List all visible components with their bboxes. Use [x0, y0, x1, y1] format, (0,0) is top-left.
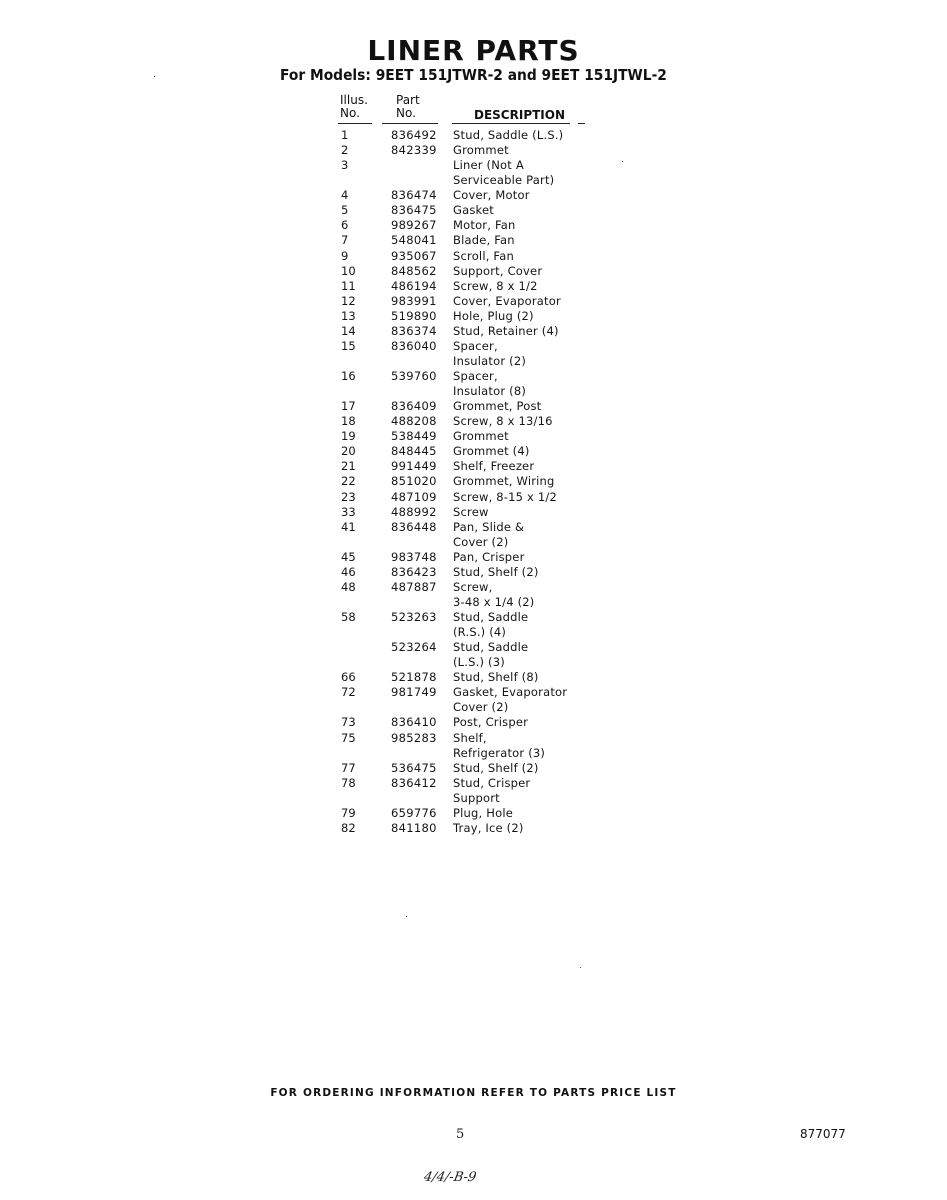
models-subtitle: For Models: 9EET 151JTWR-2 and 9EET 151JTWL-2 [280, 66, 667, 84]
table-row [0, 550, 947, 565]
part-description: Shelf, Freezer [453, 459, 535, 474]
table-row [0, 339, 947, 354]
part-description: Plug, Hole [453, 805, 513, 820]
illus-number: 10 [341, 263, 356, 278]
table-row [0, 309, 947, 324]
part-number: 836410 [391, 715, 437, 730]
table-row [0, 414, 947, 429]
column-header-part-line1: Part [396, 93, 420, 107]
part-number: 985283 [391, 730, 437, 745]
table-row [0, 685, 947, 700]
parts-table [0, 128, 947, 836]
column-header-description-label: DESCRIPTION [474, 108, 566, 122]
table-row [0, 369, 947, 384]
table-row [0, 188, 947, 203]
header-underline-tick [578, 123, 585, 124]
illus-number: 7 [341, 233, 349, 248]
part-number: 487887 [391, 579, 437, 594]
page-title: LINER PARTS [367, 34, 580, 67]
part-description: Insulator (2) [453, 353, 527, 368]
part-description: Support [453, 790, 500, 805]
scan-speck [622, 161, 623, 162]
illus-number: 48 [341, 579, 356, 594]
part-number: 842339 [391, 143, 437, 158]
part-number: 488208 [391, 414, 437, 429]
table-row [0, 595, 947, 610]
part-number: 836475 [391, 203, 437, 218]
table-row [0, 746, 947, 761]
scan-speck [406, 916, 407, 917]
part-description: Insulator (8) [453, 384, 527, 399]
illus-number: 77 [341, 760, 356, 775]
table-row [0, 444, 947, 459]
illus-number: 13 [341, 308, 356, 323]
part-number: 935067 [391, 248, 437, 263]
part-description: Cover, Motor [453, 188, 530, 203]
part-description: Stud, Shelf (2) [453, 760, 539, 775]
part-number: 851020 [391, 474, 437, 489]
table-row [0, 625, 947, 640]
part-number: 521878 [391, 670, 437, 685]
illus-number: 33 [341, 504, 356, 519]
illus-number: 75 [341, 730, 356, 745]
part-number: 836412 [391, 775, 437, 790]
column-header-illus-line2: No. [340, 106, 360, 120]
illus-number: 66 [341, 670, 356, 685]
part-description: Refrigerator (3) [453, 745, 546, 760]
illus-number: 15 [341, 338, 356, 353]
table-row [0, 655, 947, 670]
illus-number: 4 [341, 188, 349, 203]
handwritten-note: 4/4/-B-9 [422, 1170, 478, 1185]
column-header-description [474, 109, 565, 122]
part-description: Grommet [453, 143, 509, 158]
table-row [0, 173, 947, 188]
part-number: 536475 [391, 760, 437, 775]
table-row [0, 279, 947, 294]
part-description: Scroll, Fan [453, 248, 514, 263]
table-row [0, 821, 947, 836]
part-description: Stud, Shelf (2) [453, 564, 539, 579]
part-description: (L.S.) (3) [453, 655, 505, 670]
part-description: Screw, 8-15 x 1/2 [453, 489, 558, 504]
part-number: 841180 [391, 820, 437, 835]
part-number: 487109 [391, 489, 437, 504]
part-number: 848445 [391, 444, 437, 459]
part-description: Screw, 8 x 13/16 [453, 414, 553, 429]
part-number: 523263 [391, 610, 437, 624]
part-number: 539760 [391, 369, 437, 383]
illus-number: 22 [341, 474, 356, 489]
illus-number: 79 [341, 805, 356, 820]
part-description: Blade, Fan [453, 233, 515, 248]
table-row [0, 520, 947, 535]
illus-number: 5 [341, 203, 349, 218]
part-number: 836474 [391, 188, 437, 203]
part-description: Stud, Shelf (8) [453, 670, 539, 685]
part-description: Spacer, [453, 369, 498, 383]
part-description: Shelf, [453, 730, 487, 745]
part-number: 836492 [391, 128, 437, 142]
part-number: 523264 [391, 640, 437, 655]
part-description: Stud, Retainer (4) [453, 323, 559, 338]
illus-number: 58 [341, 610, 356, 624]
part-description: Grommet, Wiring [453, 474, 555, 489]
column-header-illus-no [340, 94, 368, 120]
part-number: 538449 [391, 429, 437, 444]
part-number: 989267 [391, 218, 437, 233]
illus-number: 1 [341, 128, 349, 142]
table-row [0, 324, 947, 339]
part-description: Stud, Saddle [453, 610, 529, 624]
part-description: Motor, Fan [453, 218, 516, 233]
part-description: Pan, Crisper [453, 549, 525, 564]
part-number: 519890 [391, 308, 437, 323]
part-description: Screw [453, 504, 489, 519]
illus-number: 72 [341, 685, 356, 700]
illus-number: 9 [341, 248, 349, 263]
illus-number: 19 [341, 429, 356, 444]
part-description: Grommet, Post [453, 399, 542, 414]
table-row [0, 505, 947, 520]
ordering-info-note: FOR ORDERING INFORMATION REFER TO PARTS PRICE LIST [270, 1087, 677, 1099]
part-number: 548041 [391, 233, 437, 248]
part-description: Pan, Slide & [453, 519, 525, 534]
part-description: Cover, Evaporator [453, 293, 561, 308]
column-header-part-line2: No. [396, 106, 416, 120]
part-number: 836448 [391, 519, 437, 534]
part-description: Spacer, [453, 338, 498, 353]
table-row [0, 354, 947, 369]
table-row [0, 490, 947, 505]
part-description: Support, Cover [453, 263, 543, 278]
document-number: 877077 [800, 1127, 846, 1141]
table-row [0, 731, 947, 746]
table-row [0, 399, 947, 414]
illus-number: 14 [341, 323, 356, 338]
table-row [0, 158, 947, 173]
table-row [0, 791, 947, 806]
illus-number: 23 [341, 489, 356, 504]
part-number: 848562 [391, 263, 437, 278]
table-row [0, 700, 947, 715]
scan-speck [154, 76, 155, 77]
table-row [0, 535, 947, 550]
part-description: Stud, Crisper [453, 775, 531, 790]
table-row [0, 761, 947, 776]
table-row [0, 249, 947, 264]
illus-number: 46 [341, 564, 356, 579]
header-underline-description [452, 123, 570, 124]
part-number: 836423 [391, 564, 437, 579]
illus-number: 6 [341, 218, 349, 233]
table-row [0, 715, 947, 730]
illus-number: 3 [341, 158, 349, 173]
table-row [0, 233, 947, 248]
part-description: Cover (2) [453, 534, 509, 549]
part-description: 3-48 x 1/4 (2) [453, 594, 535, 609]
illus-number: 20 [341, 444, 356, 459]
part-number: 991449 [391, 459, 437, 474]
part-description: Gasket, Evaporator [453, 685, 568, 700]
table-row [0, 264, 947, 279]
illus-number: 11 [341, 278, 356, 293]
illus-number: 18 [341, 414, 356, 429]
part-description: Gasket [453, 203, 494, 218]
part-number: 488992 [391, 504, 437, 519]
table-row [0, 143, 947, 158]
table-row [0, 565, 947, 580]
part-number: 836374 [391, 323, 437, 338]
illus-number: 17 [341, 399, 356, 414]
illus-number: 12 [341, 293, 356, 308]
illus-number: 41 [341, 519, 356, 534]
part-description: Hole, Plug (2) [453, 308, 534, 323]
table-row [0, 474, 947, 489]
table-row [0, 610, 947, 625]
part-description: Grommet [453, 429, 509, 444]
part-description: Liner (Not A [453, 158, 524, 173]
scan-speck [580, 967, 581, 968]
illus-number: 82 [341, 820, 356, 835]
part-description: (R.S.) (4) [453, 625, 507, 640]
table-row [0, 128, 947, 143]
illus-number: 16 [341, 369, 356, 383]
part-description: Tray, Ice (2) [453, 820, 524, 835]
part-description: Stud, Saddle [453, 640, 529, 655]
part-number: 836040 [391, 338, 437, 353]
table-row [0, 806, 947, 821]
part-description: Stud, Saddle (L.S.) [453, 128, 564, 142]
illus-number: 73 [341, 715, 356, 730]
part-number: 983748 [391, 549, 437, 564]
table-row [0, 203, 947, 218]
part-number: 659776 [391, 805, 437, 820]
part-number: 486194 [391, 278, 437, 293]
page-number: 5 [456, 1127, 465, 1142]
table-row [0, 429, 947, 444]
table-row [0, 776, 947, 791]
part-number: 983991 [391, 293, 437, 308]
part-description: Post, Crisper [453, 715, 529, 730]
illus-number: 21 [341, 459, 356, 474]
header-underline-part [382, 123, 438, 124]
table-row [0, 640, 947, 655]
illus-number: 2 [341, 143, 349, 158]
column-header-illus-line1: Illus. [340, 93, 368, 107]
column-header-part-no [396, 94, 420, 120]
header-underline-illus [338, 123, 372, 124]
table-row [0, 459, 947, 474]
part-number: 836409 [391, 399, 437, 414]
illus-number: 45 [341, 549, 356, 564]
part-description: Grommet (4) [453, 444, 530, 459]
illus-number: 78 [341, 775, 356, 790]
part-description: Cover (2) [453, 700, 509, 715]
part-description: Screw, [453, 579, 493, 594]
table-row [0, 218, 947, 233]
part-description: Screw, 8 x 1/2 [453, 278, 538, 293]
table-row [0, 294, 947, 309]
table-row [0, 580, 947, 595]
part-description: Serviceable Part) [453, 173, 555, 188]
part-number: 981749 [391, 685, 437, 700]
table-row [0, 670, 947, 685]
table-row [0, 384, 947, 399]
